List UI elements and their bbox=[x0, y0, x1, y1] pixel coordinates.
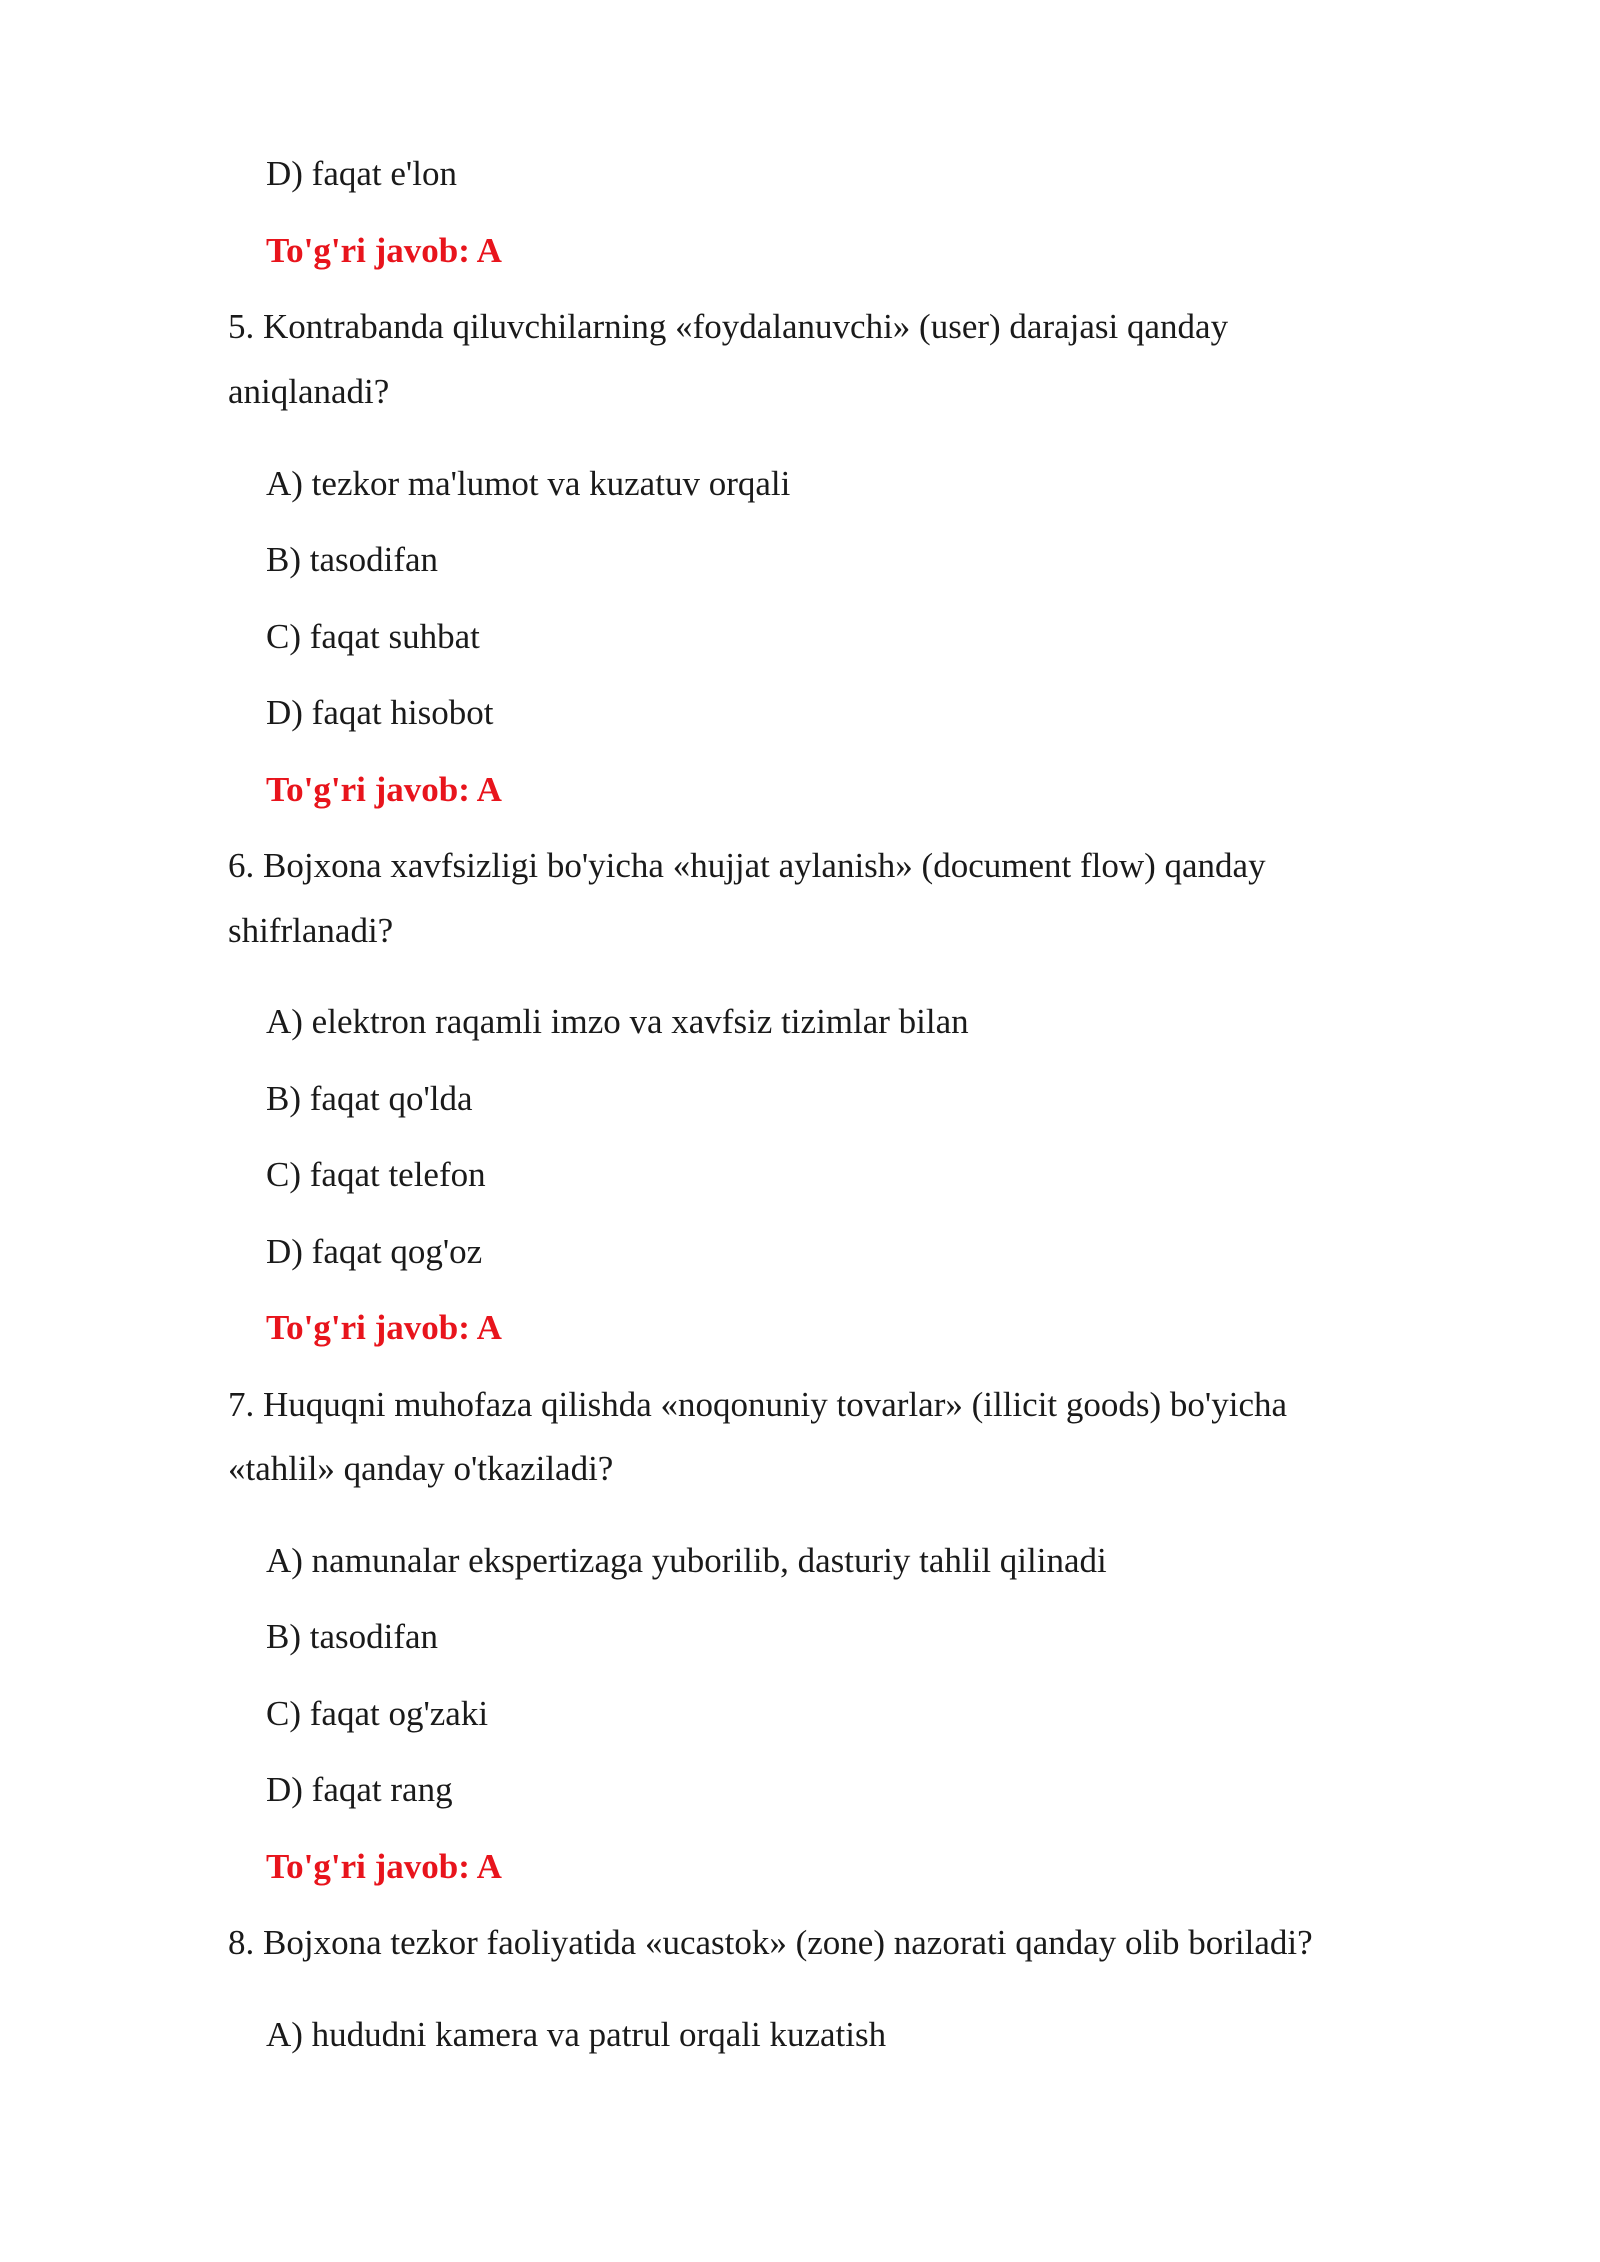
q4-option-d: D) faqat e'lon bbox=[266, 154, 457, 193]
q5-correct-answer: To'g'ri javob: A bbox=[266, 770, 502, 809]
q7-option-a: A) namunalar ekspertizaga yuborilib, dasturiy tahlil qilinadi bbox=[266, 1541, 1107, 1580]
q5-option-d: D) faqat hisobot bbox=[266, 693, 494, 732]
q5-question-line1: 5. Kontrabanda qiluvchilarning «foydalanuvchi» (user) darajasi qanday bbox=[228, 307, 1229, 346]
q5-option-a: A) tezkor ma'lumot va kuzatuv orqali bbox=[266, 464, 791, 503]
q6-correct-answer: To'g'ri javob: A bbox=[266, 1308, 502, 1347]
q6-option-b: B) faqat qo'lda bbox=[266, 1079, 473, 1118]
q7-option-c: C) faqat og'zaki bbox=[266, 1694, 489, 1733]
q4-correct-answer: To'g'ri javob: A bbox=[266, 231, 502, 270]
q8-option-a: A) hududni kamera va patrul orqali kuzatish bbox=[266, 2015, 887, 2054]
q5-option-b: B) tasodifan bbox=[266, 540, 439, 579]
q7-question-line1: 7. Huquqni muhofaza qilishda «noqonuniy tovarlar» (illicit goods) bo'yicha bbox=[228, 1385, 1288, 1424]
q6-option-d: D) faqat qog'oz bbox=[266, 1232, 483, 1271]
q8-question-line1: 8. Bojxona tezkor faoliyatida «ucastok» (zone) nazorati qanday olib boriladi? bbox=[228, 1923, 1313, 1962]
q6-question-line1: 6. Bojxona xavfsizligi bo'yicha «hujjat aylanish» (document flow) qanday bbox=[228, 846, 1266, 885]
q7-question-line2: «tahlil» qanday o'tkaziladi? bbox=[228, 1449, 614, 1488]
q6-option-a: A) elektron raqamli imzo va xavfsiz tizimlar bilan bbox=[266, 1002, 969, 1041]
q7-correct-answer: To'g'ri javob: A bbox=[266, 1847, 502, 1886]
q7-option-d: D) faqat rang bbox=[266, 1770, 453, 1809]
q5-option-c: C) faqat suhbat bbox=[266, 617, 480, 656]
q5-question-line2: aniqlanadi? bbox=[228, 372, 390, 411]
q6-option-c: C) faqat telefon bbox=[266, 1155, 486, 1194]
q7-option-b: B) tasodifan bbox=[266, 1617, 439, 1656]
q6-question-line2: shifrlanadi? bbox=[228, 911, 394, 950]
